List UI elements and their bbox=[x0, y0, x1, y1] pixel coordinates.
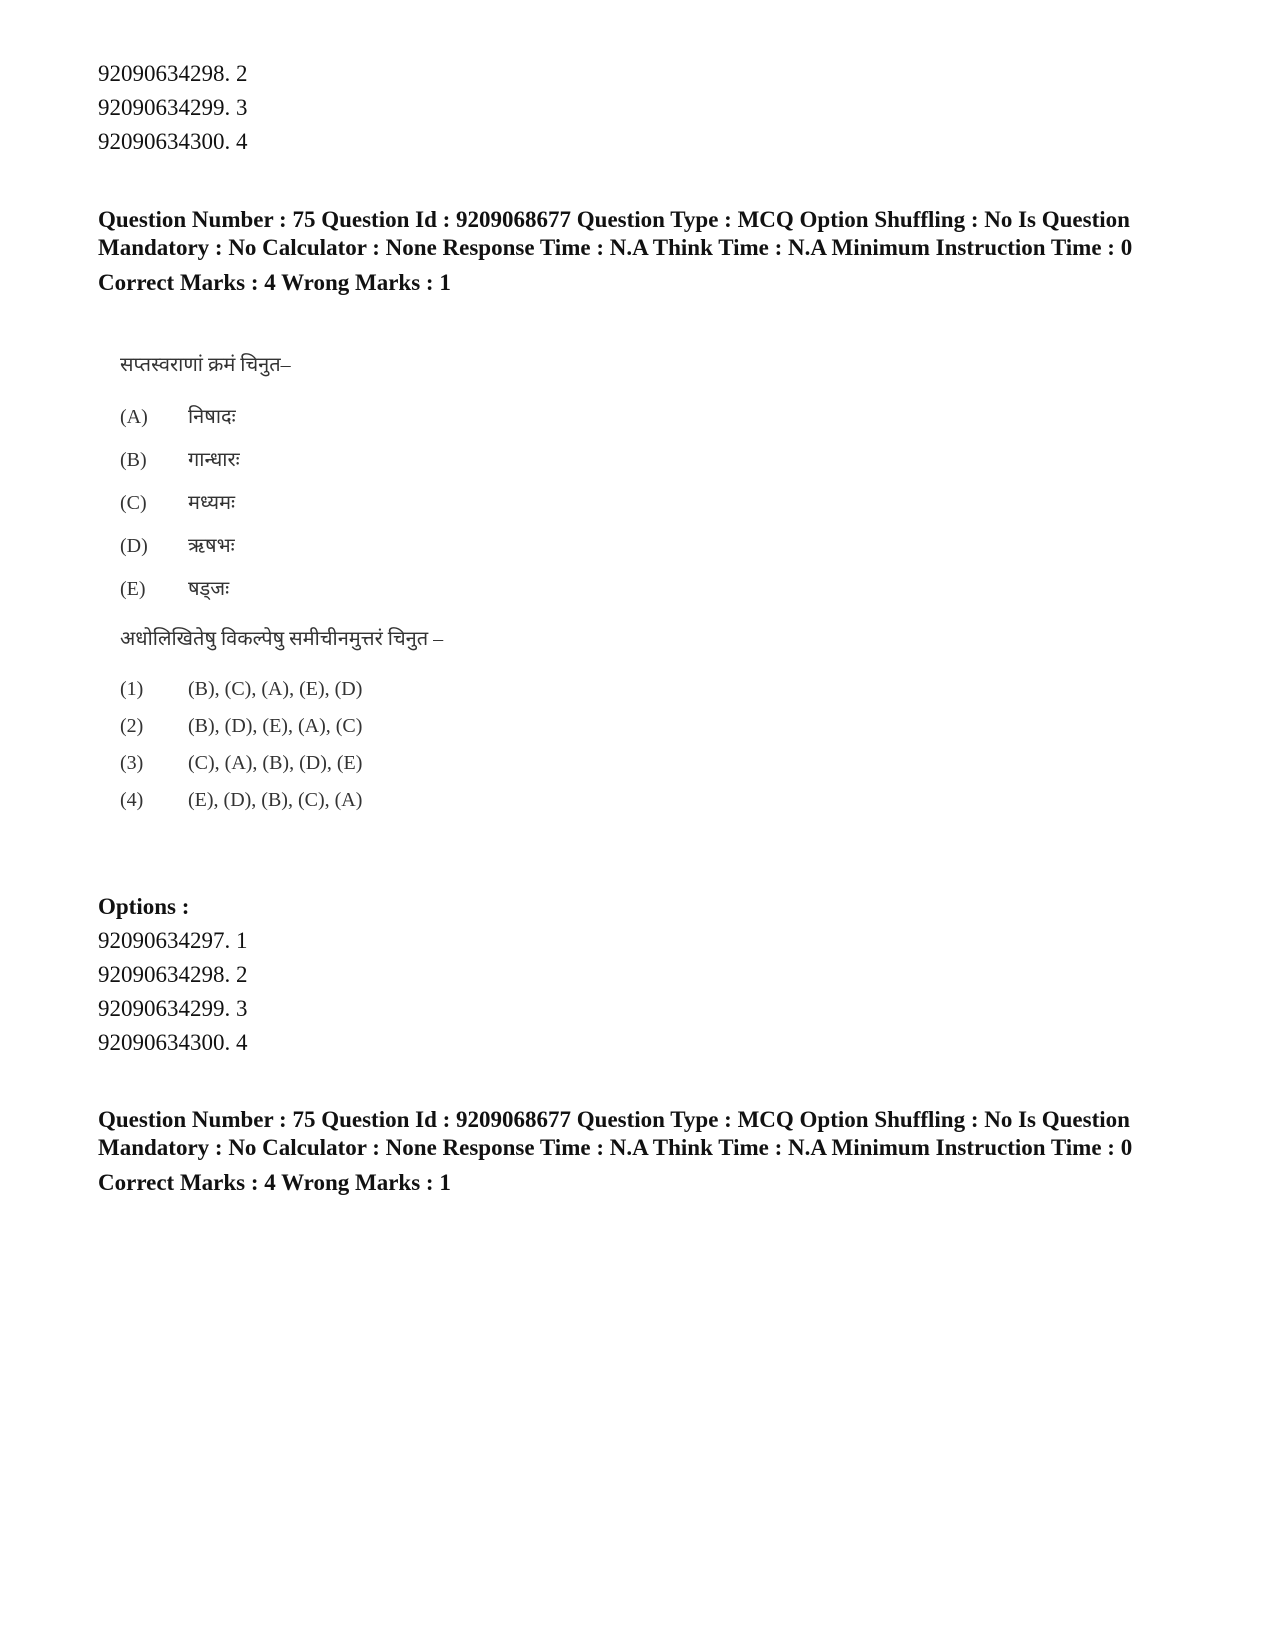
choice-item bbox=[120, 711, 443, 741]
choice-text: (B), (C), (A), (E), (D) bbox=[188, 678, 363, 700]
question-marks: Correct Marks : 4 Wrong Marks : 1 bbox=[98, 270, 451, 295]
question-header: Question Number : 75 Question Id : 9209068677 Question Type : MCQ Option Shuffling : No Is Question Mandatory : No Calculator : None Response Time : N.A Think Time : N.A Minimum Instruction Time : 0 bbox=[98, 207, 1133, 260]
option-line: 92090634300. 4 bbox=[98, 1030, 248, 1055]
option-line: 92090634299. 3 bbox=[98, 95, 248, 120]
question-header-block bbox=[98, 206, 1138, 300]
question-sub-stem: अधोलिखितेषु विकल्पेषु समीचीनमुत्तरं चिनुत – bbox=[120, 628, 444, 650]
choice-item bbox=[120, 748, 443, 778]
option-line: 92090634297. 1 bbox=[98, 928, 248, 953]
item-label: (A) bbox=[120, 406, 148, 428]
next-question-header-block bbox=[98, 1106, 1138, 1200]
item-text: गान्धारः bbox=[188, 449, 240, 471]
item-label: (B) bbox=[120, 449, 147, 471]
item-label: (C) bbox=[120, 492, 147, 514]
list-item bbox=[120, 402, 443, 432]
options-title: Options : bbox=[98, 894, 190, 919]
previous-options-list bbox=[98, 57, 248, 159]
options-block bbox=[98, 890, 248, 1060]
choice-text: (C), (A), (B), (D), (E) bbox=[188, 752, 363, 774]
item-text: निषादः bbox=[188, 406, 236, 428]
item-label: (E) bbox=[120, 578, 146, 600]
question-stem: सप्तस्वराणां क्रमं चिनुत– bbox=[120, 354, 291, 376]
list-item bbox=[120, 488, 443, 518]
option-line: 92090634300. 4 bbox=[98, 129, 248, 154]
choice-item bbox=[120, 674, 443, 704]
choice-label: (2) bbox=[120, 715, 144, 737]
question-header: Question Number : 75 Question Id : 9209068677 Question Type : MCQ Option Shuffling : No Is Question Mandatory : No Calculator : None Response Time : N.A Think Time : N.A Minimum Instruction Time : 0 bbox=[98, 1107, 1133, 1160]
option-line: 92090634298. 2 bbox=[98, 962, 248, 987]
choice-label: (4) bbox=[120, 789, 144, 811]
list-item bbox=[120, 445, 443, 475]
choice-text: (E), (D), (B), (C), (A) bbox=[188, 789, 363, 811]
option-line: 92090634298. 2 bbox=[98, 61, 248, 86]
list-item bbox=[120, 531, 443, 561]
question-marks: Correct Marks : 4 Wrong Marks : 1 bbox=[98, 1170, 451, 1195]
list-item bbox=[120, 574, 443, 604]
item-text: षड्जः bbox=[188, 578, 230, 600]
choice-text: (B), (D), (E), (A), (C) bbox=[188, 715, 363, 737]
choice-label: (1) bbox=[120, 678, 144, 700]
item-text: मध्यमः bbox=[188, 492, 236, 514]
choice-item bbox=[120, 785, 443, 815]
item-label: (D) bbox=[120, 535, 148, 557]
question-body bbox=[120, 350, 443, 822]
choice-label: (3) bbox=[120, 752, 144, 774]
option-line: 92090634299. 3 bbox=[98, 996, 248, 1021]
item-text: ऋषभः bbox=[188, 535, 235, 557]
